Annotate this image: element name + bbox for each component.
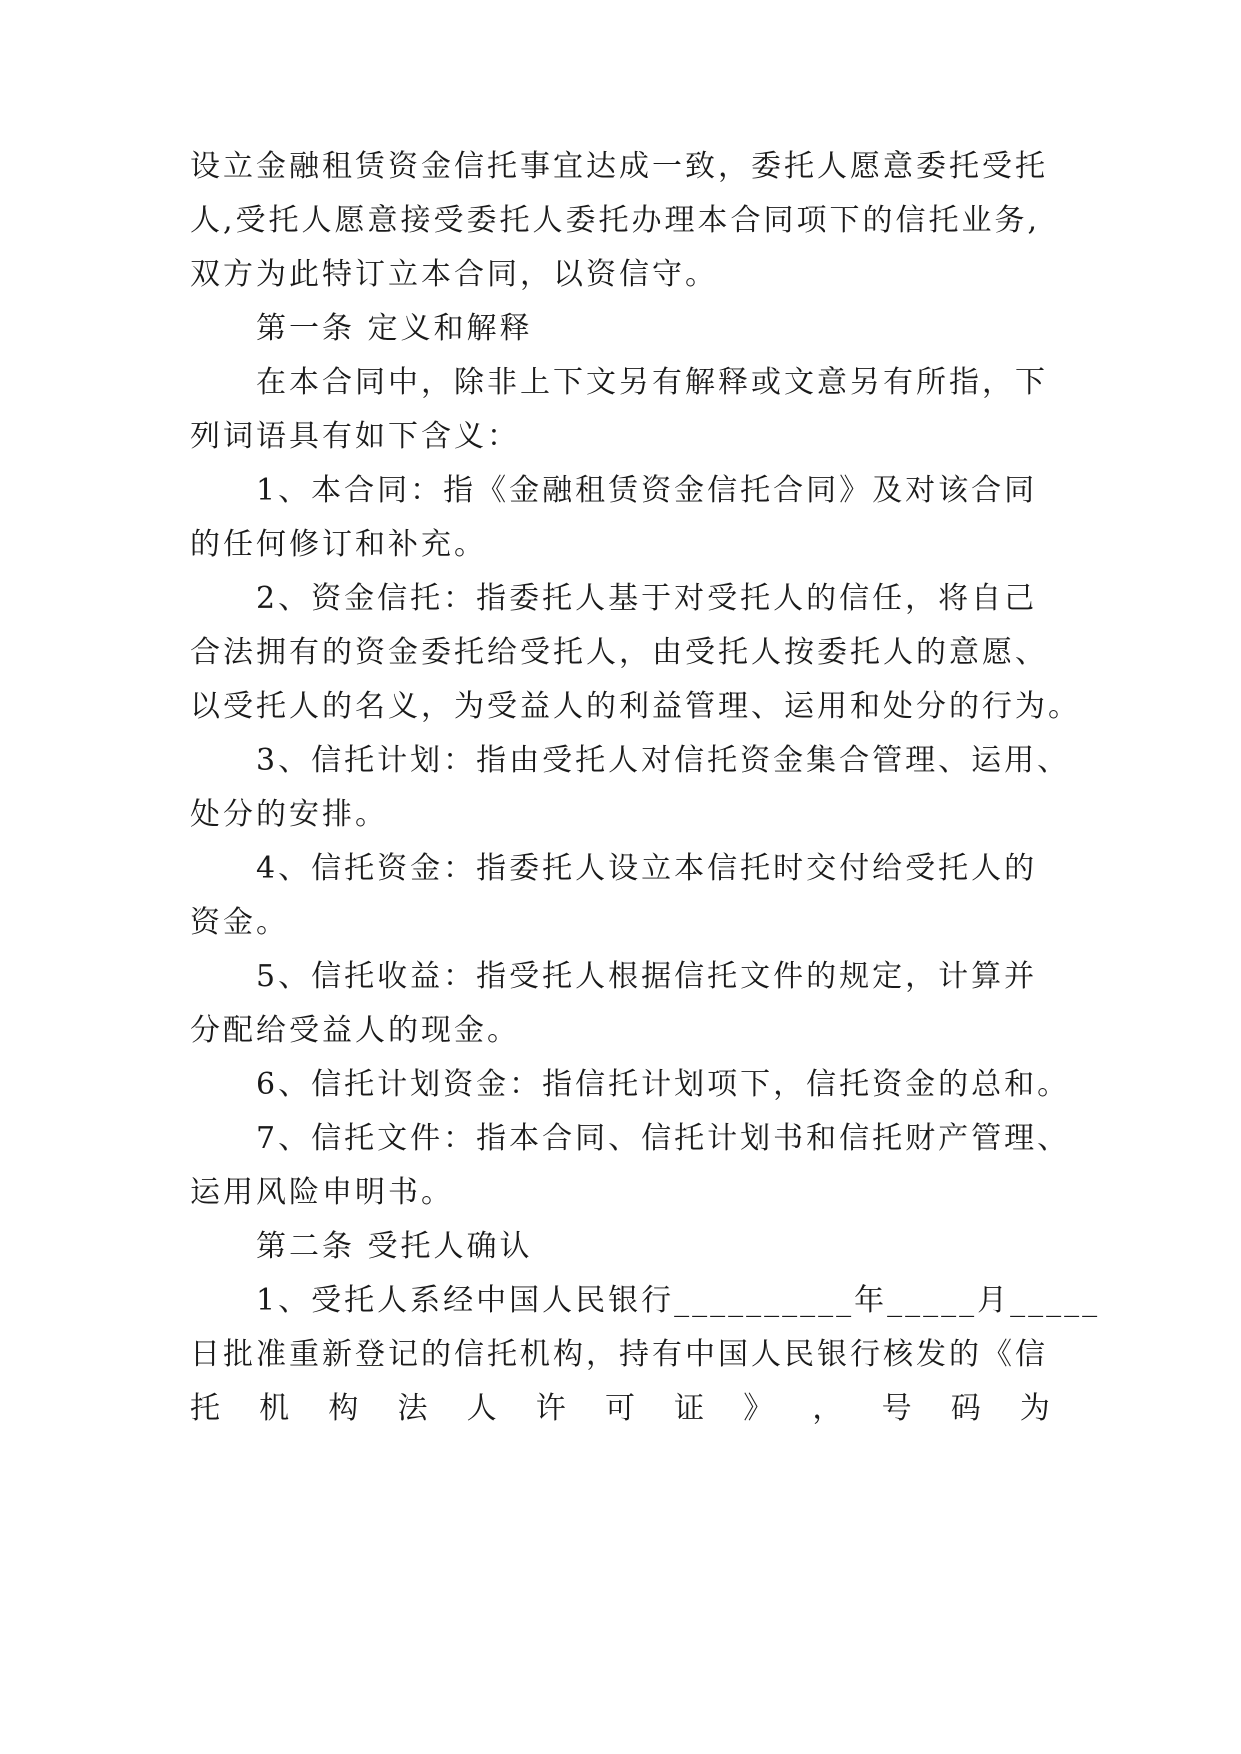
section-heading: 第一条 定义和解释 [256, 311, 533, 346]
text-line: 列词语具有如下含义： [190, 419, 520, 454]
char: 法 [397, 1391, 428, 1426]
char: 构 [328, 1391, 359, 1426]
char: 机 [259, 1391, 290, 1426]
char: 证 [674, 1391, 705, 1426]
text-line: 5、信托收益：指受托人根据信托文件的规定，计算并 [256, 959, 1038, 994]
text-line: 3、信托计划：指由受托人对信托资金集合管理、运用、 [256, 743, 1071, 778]
text-line: 设立金融租赁资金信托事宜达成一致，委托人愿意委托受托 [190, 149, 1048, 184]
text-line: 运用风险申明书。 [190, 1175, 454, 1210]
text-line: 在本合同中，除非上下文另有解释或文意另有所指，下 [256, 365, 1048, 400]
text-line: 以受托人的名义，为受益人的利益管理、运用和处分的行为。 [190, 689, 1081, 724]
text-line: 合法拥有的资金委托给受托人，由受托人按委托人的意愿、 [190, 635, 1048, 670]
text-line: 2、资金信托：指委托人基于对受托人的信任，将自己 [256, 581, 1038, 616]
char: ， [812, 1391, 843, 1426]
text-line: 6、信托计划资金：指信托计划项下，信托资金的总和。 [256, 1067, 1071, 1102]
text-line: 双方为此特订立本合同，以资信守。 [190, 257, 718, 292]
text-line: 1、受托人系经中国人民银行__________年_____月_____ [256, 1283, 1101, 1318]
text-line: 日批准重新登记的信托机构，持有中国人民银行核发的《信 [190, 1337, 1048, 1372]
text-line: 的任何修订和补充。 [190, 527, 487, 562]
text-line: 资金。 [190, 905, 289, 940]
text-line: 处分的安排。 [190, 797, 388, 832]
text-line: 4、信托资金：指委托人设立本信托时交付给受托人的 [256, 851, 1038, 886]
text-line: 1、本合同：指《金融租赁资金信托合同》及对该合同 [256, 473, 1038, 508]
char: 号 [881, 1391, 912, 1426]
char: 》 [743, 1391, 774, 1426]
char: 码 [950, 1391, 981, 1426]
char: 为 [1019, 1391, 1050, 1426]
char: 托 [190, 1391, 220, 1426]
text-line: 7、信托文件：指本合同、信托计划书和信托财产管理、 [256, 1121, 1071, 1156]
section-heading: 第二条 受托人确认 [256, 1229, 533, 1264]
justified-text-line [190, 1380, 1050, 1438]
text-line: 分配给受益人的现金。 [190, 1013, 520, 1048]
char: 人 [466, 1391, 497, 1426]
char: 可 [604, 1391, 635, 1426]
char: 许 [535, 1391, 566, 1426]
text-line: 人,受托人愿意接受委托人委托办理本合同项下的信托业务, [190, 203, 1041, 238]
